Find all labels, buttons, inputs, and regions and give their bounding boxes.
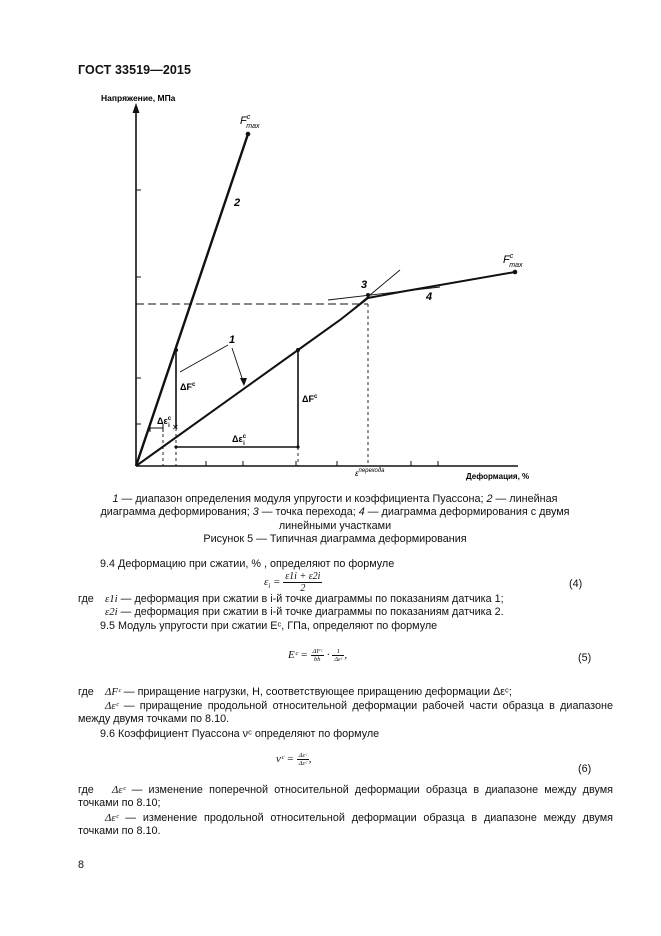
tangent-line-2 — [328, 287, 440, 300]
formula-5: Eᶜ = $\frac{\text{ΔFᶜ}}{bh}$ · $\frac{1}{\text{Δεᶜ}}$ , — [288, 648, 348, 663]
delta-eps-label-right: $\Delta\varepsilon^c$ i — [232, 434, 247, 447]
definition-transverse: Δεᶜ — изменение поперечной относительной деформации образца в диапазоне между двумя точками по 8.10; — [78, 784, 613, 810]
formula-6: νᶜ = $\frac{\text{Δεᶜ}}{\text{Δεᶜ}}$ , — [276, 752, 312, 767]
fmax-point-4 — [513, 270, 518, 275]
eq-number-4: (4) — [569, 578, 583, 590]
label-2: 2 — [234, 197, 241, 209]
section-9-5-text: 9.5 Модуль упругости при сжатии Eᶜ, ГПа, определяют по формуле — [100, 620, 438, 632]
where-label: где — [78, 686, 94, 698]
definition-longitudinal: Δεᶜ — изменение продольной относительной деформации образца в диапазоне между двумя точками по 8.10. — [78, 812, 613, 838]
pointer-arrow — [240, 378, 247, 386]
where-label: где — [78, 593, 94, 605]
label-4: 4 — [426, 291, 433, 303]
transition-point — [366, 293, 370, 297]
figure-caption: 1 — диапазон определения модуля упругости и коэффициента Пуассона; 2 — линейная диаграмма деформирования; 3 — точка перехода; 4 — диаграмма деформирования с двумя линейными участками — [100, 493, 570, 532]
document-header: ГОСТ 33519—2015 — [78, 63, 192, 77]
delta-point — [174, 348, 178, 352]
delta-point — [296, 445, 299, 448]
eps-transition-label: $\varepsilon^{перехода}$ — [355, 468, 385, 478]
section-9-6-text: 9.6 Коэффициент Пуассона νᶜ определяют по формуле — [100, 728, 380, 740]
delta-f-label-right: $\Delta F^c$ — [302, 394, 318, 404]
y-axis-label: Напряжение, МПа — [101, 93, 176, 103]
fmax-label-2: $F^c$ max — [240, 114, 260, 130]
definition-eps2: ε2i — деформация при сжатии в i-й точке диаграммы по показаниям датчика 2. — [105, 606, 504, 618]
where-label: где — [78, 784, 94, 796]
definition-delta-f: ΔFᶜ — приращение нагрузки, Н, соответствующее приращению деформации Δεᶜ; — [105, 686, 512, 698]
x-axis-label: Деформация, % — [466, 472, 530, 481]
delta-point — [174, 445, 177, 448]
eq-number-5: (5) — [578, 652, 592, 664]
y-axis-arrow — [133, 103, 140, 113]
definition-delta-eps: Δεᶜ — приращение продольной относительной деформации рабочей части образца в диапазоне между двумя точками по 8.10. — [78, 700, 613, 726]
label-3: 3 — [361, 279, 368, 291]
page-number: 8 — [78, 859, 85, 871]
figure-title: Рисунок 5 — Типичная диаграмма деформирования — [203, 533, 467, 545]
section-9-4-text: 9.4 Деформацию при сжатии, % , определяют по формуле — [100, 558, 395, 570]
pointer-line-1 — [180, 345, 228, 372]
cross-mark: ✕ — [172, 423, 179, 432]
fmax-point-2 — [246, 132, 251, 137]
delta-eps-label-left: $\Delta\varepsilon^c$ i — [157, 416, 172, 429]
delta-f-label-left: $\Delta F^c$ — [180, 382, 196, 392]
delta-point — [296, 348, 300, 352]
curve-2-linear — [136, 134, 248, 466]
label-1: 1 — [229, 334, 236, 346]
fmax-label-4: $F^c$ max — [503, 253, 523, 269]
eq-number-6: (6) — [578, 763, 592, 775]
formula-4: $\varepsilon_i$ = $\frac{\varepsilon 1i + \varepsilon 2i}{2}$ — [264, 571, 321, 594]
definition-eps1: ε1i — деформация при сжатии в i-й точке диаграммы по показаниям датчика 1; — [105, 593, 504, 605]
